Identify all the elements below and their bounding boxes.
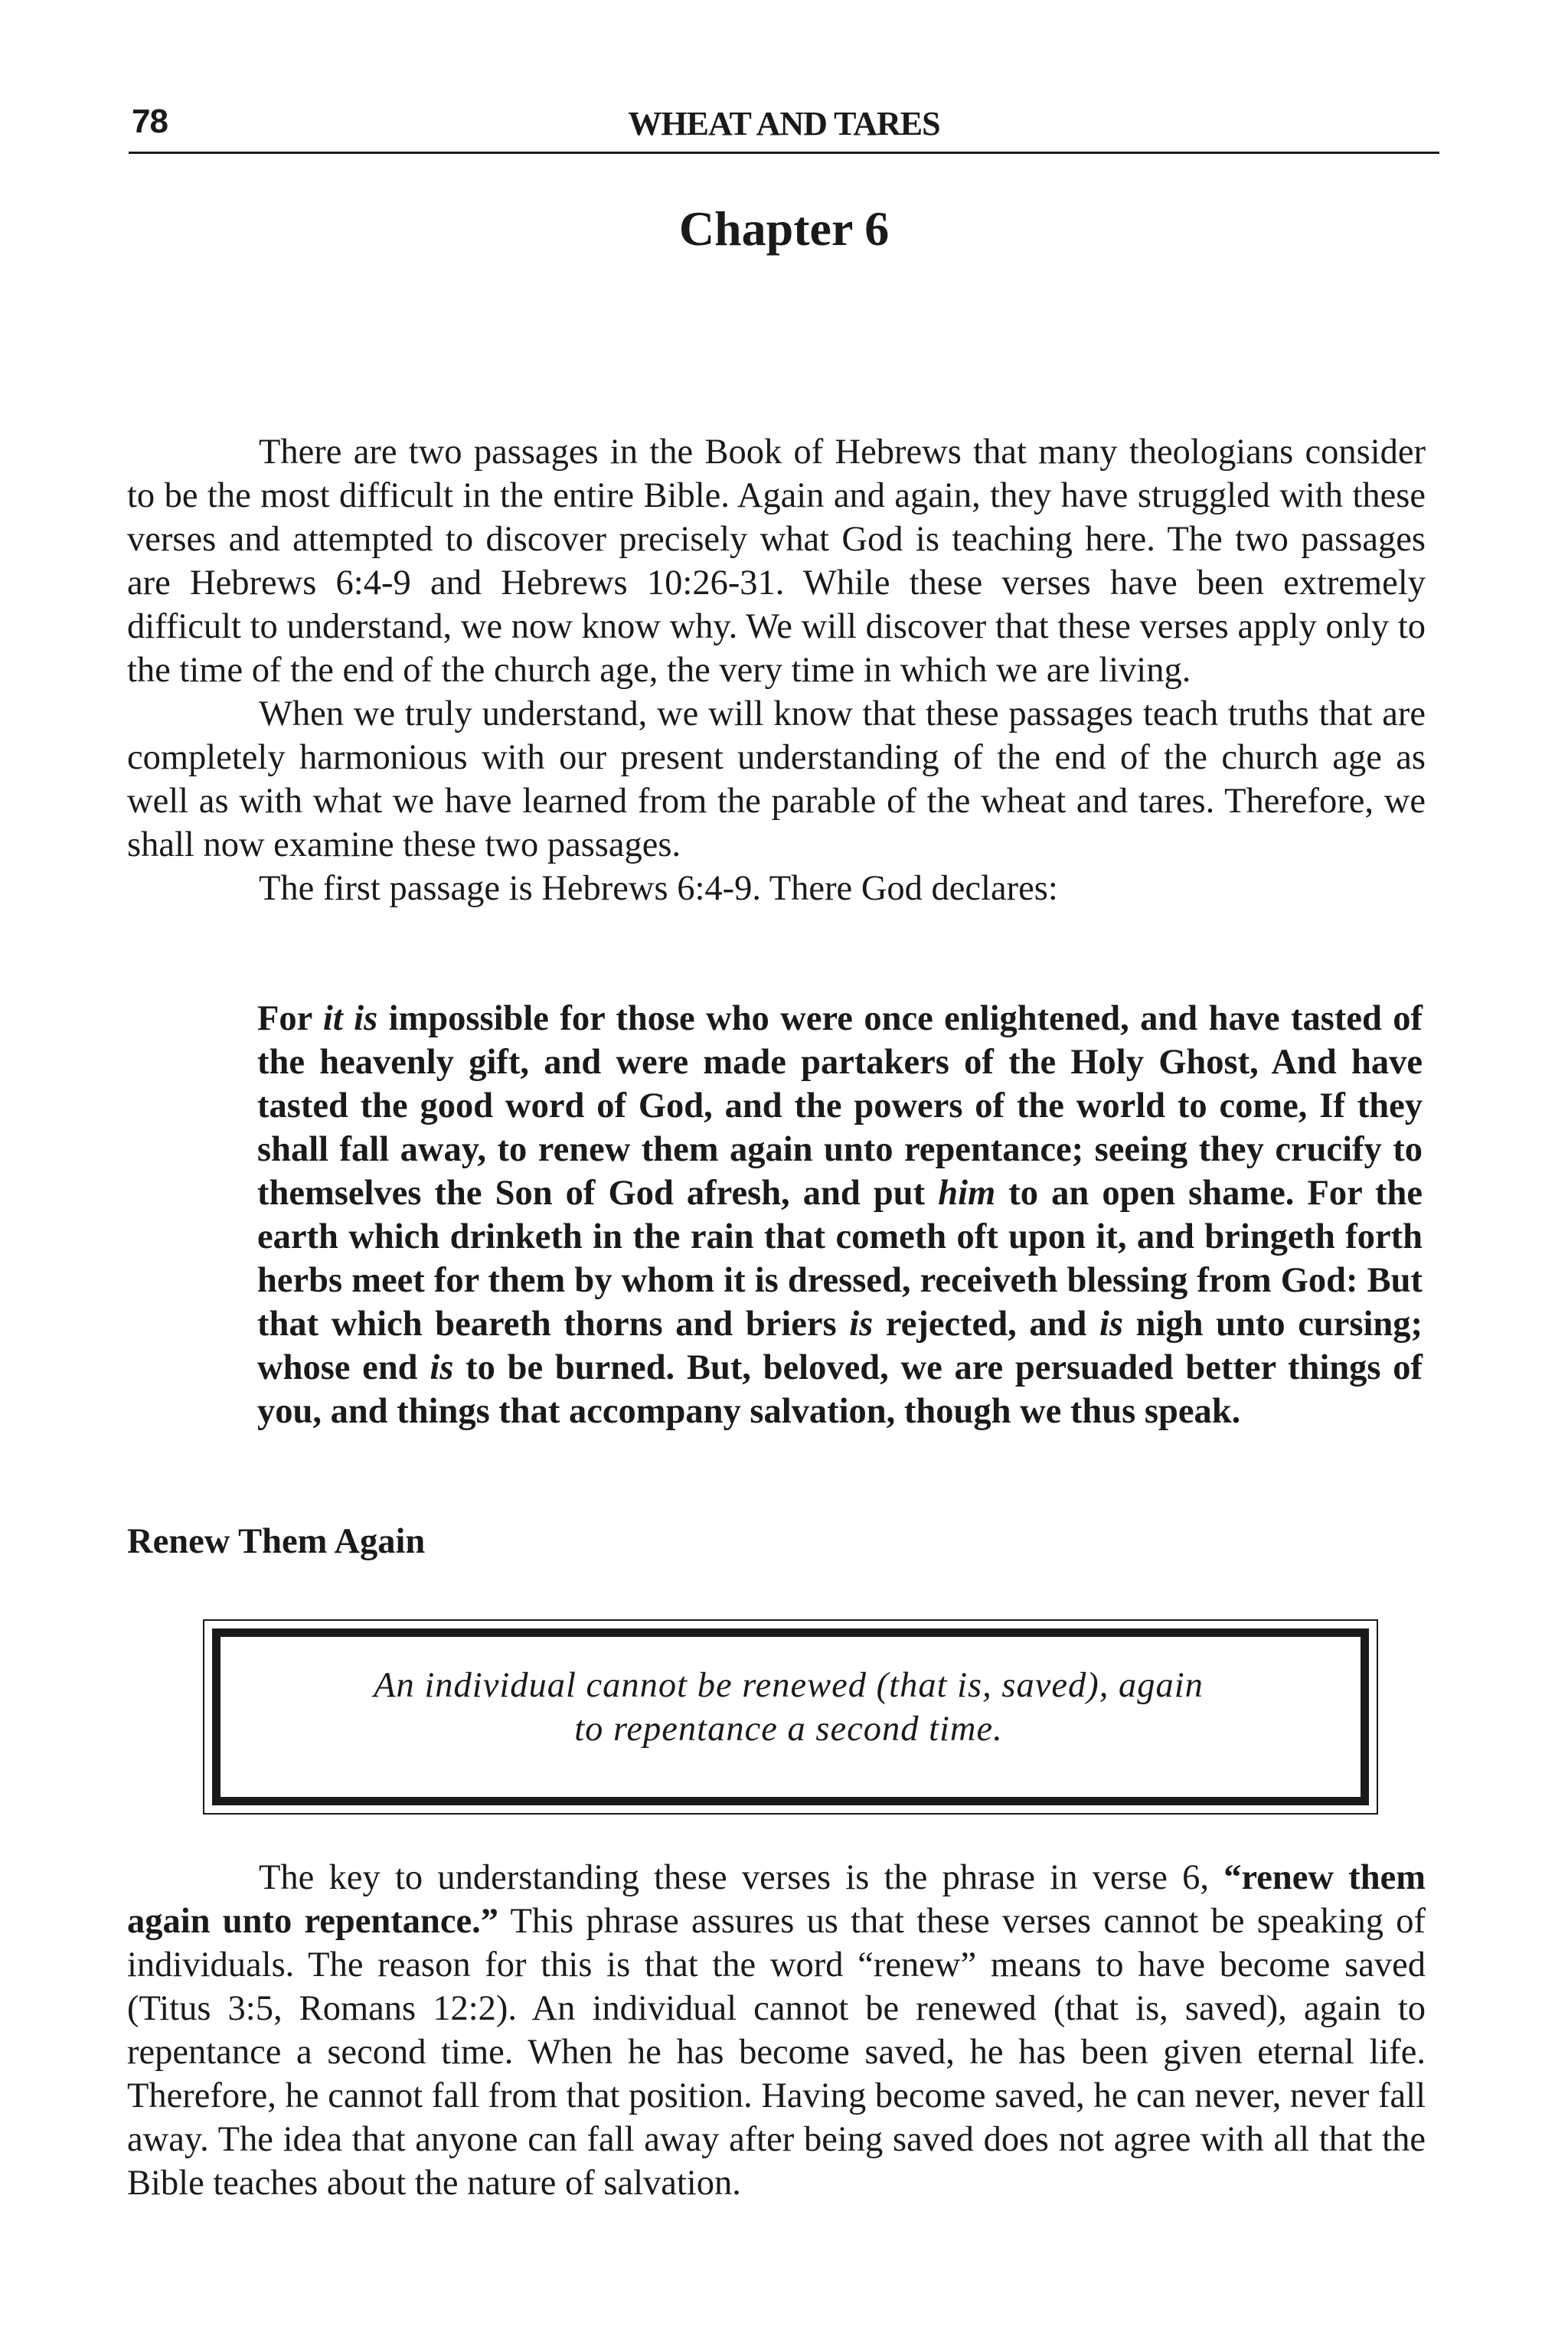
page-number: 78 [132, 103, 168, 140]
quote-paragraph [257, 997, 1423, 1433]
quote-text: rejected, and [873, 1305, 1099, 1344]
callout-text [291, 1664, 1286, 1751]
paragraph-lead: The key to understanding these verses is the phrase in verse 6, [259, 1858, 1224, 1897]
quote-text: For [257, 999, 323, 1038]
section-heading: Renew Them Again [127, 1522, 426, 1561]
quote-italic: it is [322, 999, 378, 1038]
intro-text [127, 430, 1426, 910]
callout-line: An individual cannot be renewed (that is, saved), again [374, 1666, 1204, 1705]
callout-line: to repentance a second time. [574, 1710, 1003, 1749]
chapter-title: Chapter 6 [678, 201, 890, 256]
quote-text: impossible for those who were once enlightened, and have tasted of the heavenly gift, and were made partakers of the Holy Ghost, And have tasted the good word of God, and the powers of the world to come, If they shall fall away, to renew them again unto repentance; seeing they crucify to themselves the Son of God afresh, and put [257, 999, 1423, 1213]
quote-text: to an open shame. For the earth which drinketh in the rain that cometh oft upon it, and bringeth forth herbs meet for them by whom it is dressed, receiveth blessing from God: But that which beareth thorns and briers [257, 1174, 1423, 1344]
quote-italic: him [938, 1174, 996, 1213]
paragraph [127, 1856, 1426, 2205]
quote-text: nigh unto cursing; whose end [257, 1305, 1423, 1387]
quote-italic: is [849, 1305, 874, 1344]
paragraph: When we truly understand, we will know that these passages teach truths that are completely harmonious with our present understanding of the end of the church age as well as with what we have learned from the parable of the wheat and tares. Therefore, we shall now examine these two passages. [127, 694, 1426, 864]
paragraph: There are two passages in the Book of Hebrews that many theologians consider to be the most difficult in the entire Bible. Again and again, they have struggled with these verses and attempted to discover precisely what God is teaching here. The two passages are Hebrews 6:4-9 and Hebrews 10:26-31. While these verses have been extremely difficult to understand, we now know why. We will discover that these verses apply only to the time of the end of the church age, the very time in which we are living. [127, 433, 1426, 690]
quote-italic: is [430, 1348, 454, 1387]
quote-italic: is [1099, 1305, 1123, 1344]
quote-text: to be burned. But, beloved, we are persuaded better things of you, and things that accompany salvation, though we thus speak. [257, 1348, 1423, 1431]
paragraph-rest: This phrase assures us that these verses cannot be speaking of individuals. The reason for this is that the word “renew” means to have become saved (Titus 3:5, Romans 12:2). An individual cannot be renewed (that is, saved), again to repentance a second time. When he has become saved, he has been given eternal life. Therefore, he cannot fall from that position. Having become saved, he can never, never fall away. The idea that anyone can fall away after being saved does not agree with all that the Bible teaches about the nature of salvation. [127, 1902, 1426, 2203]
book-title: WHEAT AND TARES [628, 105, 940, 142]
running-header [129, 98, 1439, 154]
key-phrase: “renew them again unto repentance.” [127, 1858, 1426, 1941]
paragraph: The first passage is Hebrews 6:4-9. There God declares: [259, 869, 1058, 908]
scripture-quote [257, 997, 1423, 1433]
closing-text [127, 1856, 1426, 2205]
